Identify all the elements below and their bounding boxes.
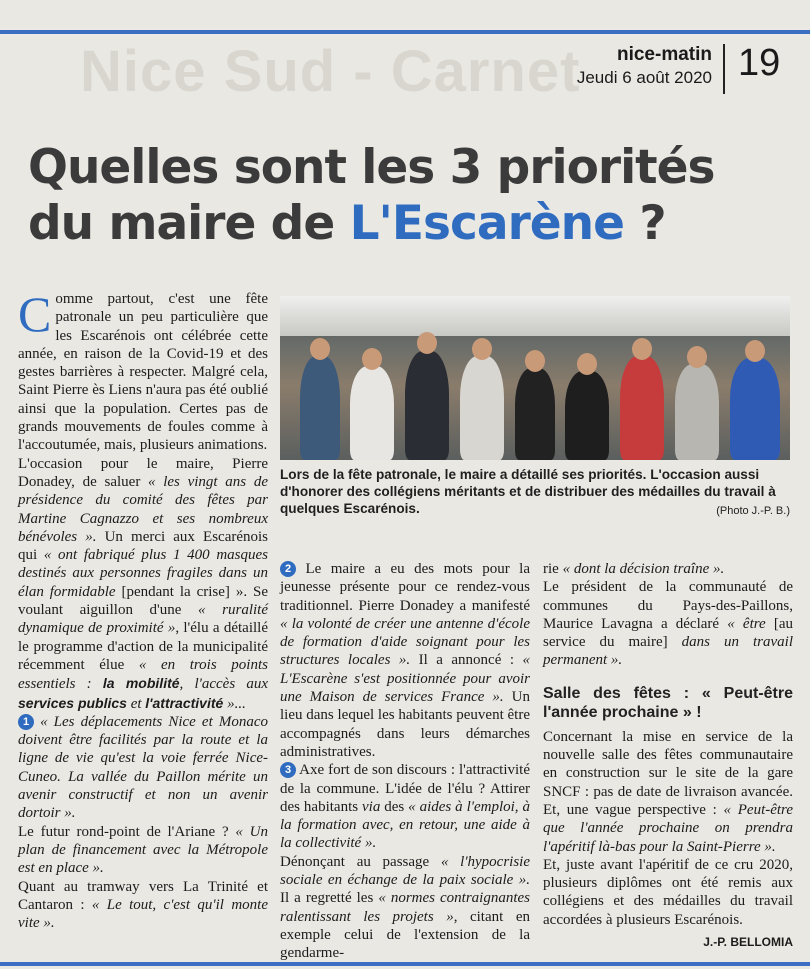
paragraph: Le futur rond-point de l'Ariane ? « Un plan de financement avec la Métropole est en place ». bbox=[18, 823, 268, 877]
paragraph: rie « dont la décision traîne ». bbox=[543, 561, 725, 577]
article-column-3 bbox=[543, 560, 793, 951]
event-photo bbox=[280, 296, 790, 460]
intro-paragraph bbox=[18, 286, 268, 455]
issue-date: Jeudi 6 août 2020 bbox=[576, 68, 712, 87]
headline-line2-end: ? bbox=[623, 196, 666, 251]
headline-accent: L'Escarène bbox=[349, 196, 624, 251]
faded-section-header: Nice Sud - Carnet bbox=[80, 39, 581, 104]
article-column-1 bbox=[18, 286, 269, 932]
drop-cap: C bbox=[18, 286, 52, 342]
photo-caption: Lors de la fête patronale, le maire a détaillé ses priorités. L'occasion aussi d'honorer des collégiens méritants et de distribuer des médailles du travail à quelques Escarénois. bbox=[280, 467, 776, 516]
paragraph: Et, juste avant l'apéritif de ce cru 2020, plusieurs diplômes ont été remis aux collégiens et des médailles du travail accordées à plusieurs Escarénois. bbox=[543, 856, 793, 928]
headline-line2-start: du maire de bbox=[28, 196, 350, 251]
intro-text: omme partout, c'est une fête patronale un peu particulière que les Escarénois ont célébrée cette année, en raison de la Covid-19 et des gestes barrières à respecter. Malgré cela, Saint Pierre ès Liens n'aura pas été oublié ainsi que la population. Certes pas de grands mouvements de foules comme à l'accoutumée, mais, plusieurs animations. bbox=[18, 291, 268, 454]
paragraph: Le président de la communauté de communes du Pays-des-Paillons, Maurice Lavagna a déclaré « être [au service du maire] dans un travail permanent ». bbox=[543, 579, 794, 669]
top-rule bbox=[0, 30, 810, 34]
priority-1: 1 « Les déplacements Nice et Monaco doivent être facilités par la route et la ligne de vie qu'est la voie ferrée Nice-Cuneo. La vallée du Paillon mérite un avenir constructif et non un avenir dortoir ». bbox=[18, 713, 268, 822]
photo-tent bbox=[280, 296, 790, 336]
paragraph: L'occasion pour le maire, Pierre Donadey, de saluer « les vingt ans de présidence du comité des fêtes par Martine Cagnazzo et ses nombreux bénévoles ». Un merci aux Escarénois qui « ont fabriqué plus 1 400 masques destinés aux personnes fragiles dans un élan formidable [pendant la crise] ». Se voulant aiguillon d'une « ruralité dynamique de proximité », l'élu a détaillé le programme d'action de la municipalité récemment élue « en trois points essentiels : la mobilité, l'accès aux services publics et l'attractivité »... bbox=[18, 455, 269, 712]
headline bbox=[28, 140, 715, 252]
photo-credit: (Photo J.-P. B.) bbox=[716, 505, 790, 517]
bottom-rule bbox=[0, 962, 810, 966]
paragraph: Dénonçant au passage « l'hypocrisie sociale en échange de la paix sociale ». Il a regretté les « normes contraignantes ralentissant les projets », citant en exemple celui de l'extension de la gendarme- bbox=[280, 853, 531, 962]
paragraph: Concernant la mise en service de la nouvelle salle des fêtes communautaire en construction sur le site de la gare SNCF : pas de date de livraison avancée. Et, une vague perspective : « Peut-être que l'année prochaine on prendra l'apéritif là-bas pour la Saint-Pierre ». bbox=[543, 728, 793, 855]
paragraph: Quant au tramway vers La Trinité et Cantaron : « Le tout, c'est qu'il monte vite ». bbox=[18, 878, 268, 932]
number-badge: 3 bbox=[280, 762, 296, 778]
masthead bbox=[577, 44, 712, 88]
number-badge: 2 bbox=[280, 561, 296, 577]
masthead-divider bbox=[723, 44, 725, 94]
number-badge: 1 bbox=[18, 714, 34, 730]
subheading: Salle des fêtes : « Peut-être l'année prochaine » ! bbox=[543, 684, 793, 721]
headline-line1: Quelles sont les 3 priorités bbox=[28, 140, 715, 195]
newspaper-name: nice-matin bbox=[616, 44, 712, 65]
article-column-2 bbox=[280, 560, 530, 963]
author-byline: J.-P. BELLOMIA bbox=[703, 935, 793, 950]
priority-2: 2 Le maire a eu des mots pour la jeunesse présente pour ce rendez-vous traditionnel. Pierre Donadey a manifesté « la volonté de créer une antenne d'école de formation d'aide soignant pour les structures locales ». Il a annoncé : « L'Escarène s'est positionnée pour avoir une Maison de services France ». Un lieu dans lequel les habitants peuvent être accompagnés dans leurs démarches administratives. bbox=[280, 561, 530, 760]
page-number: 19 bbox=[738, 42, 781, 84]
priority-3: 3 Axe fort de son discours : l'attractivité de la commune. L'idée de l'élu ? Attirer des habitants via des « aides à l'emploi, à la formation avec, en retour, une aide à la collectivité ». bbox=[280, 762, 530, 852]
